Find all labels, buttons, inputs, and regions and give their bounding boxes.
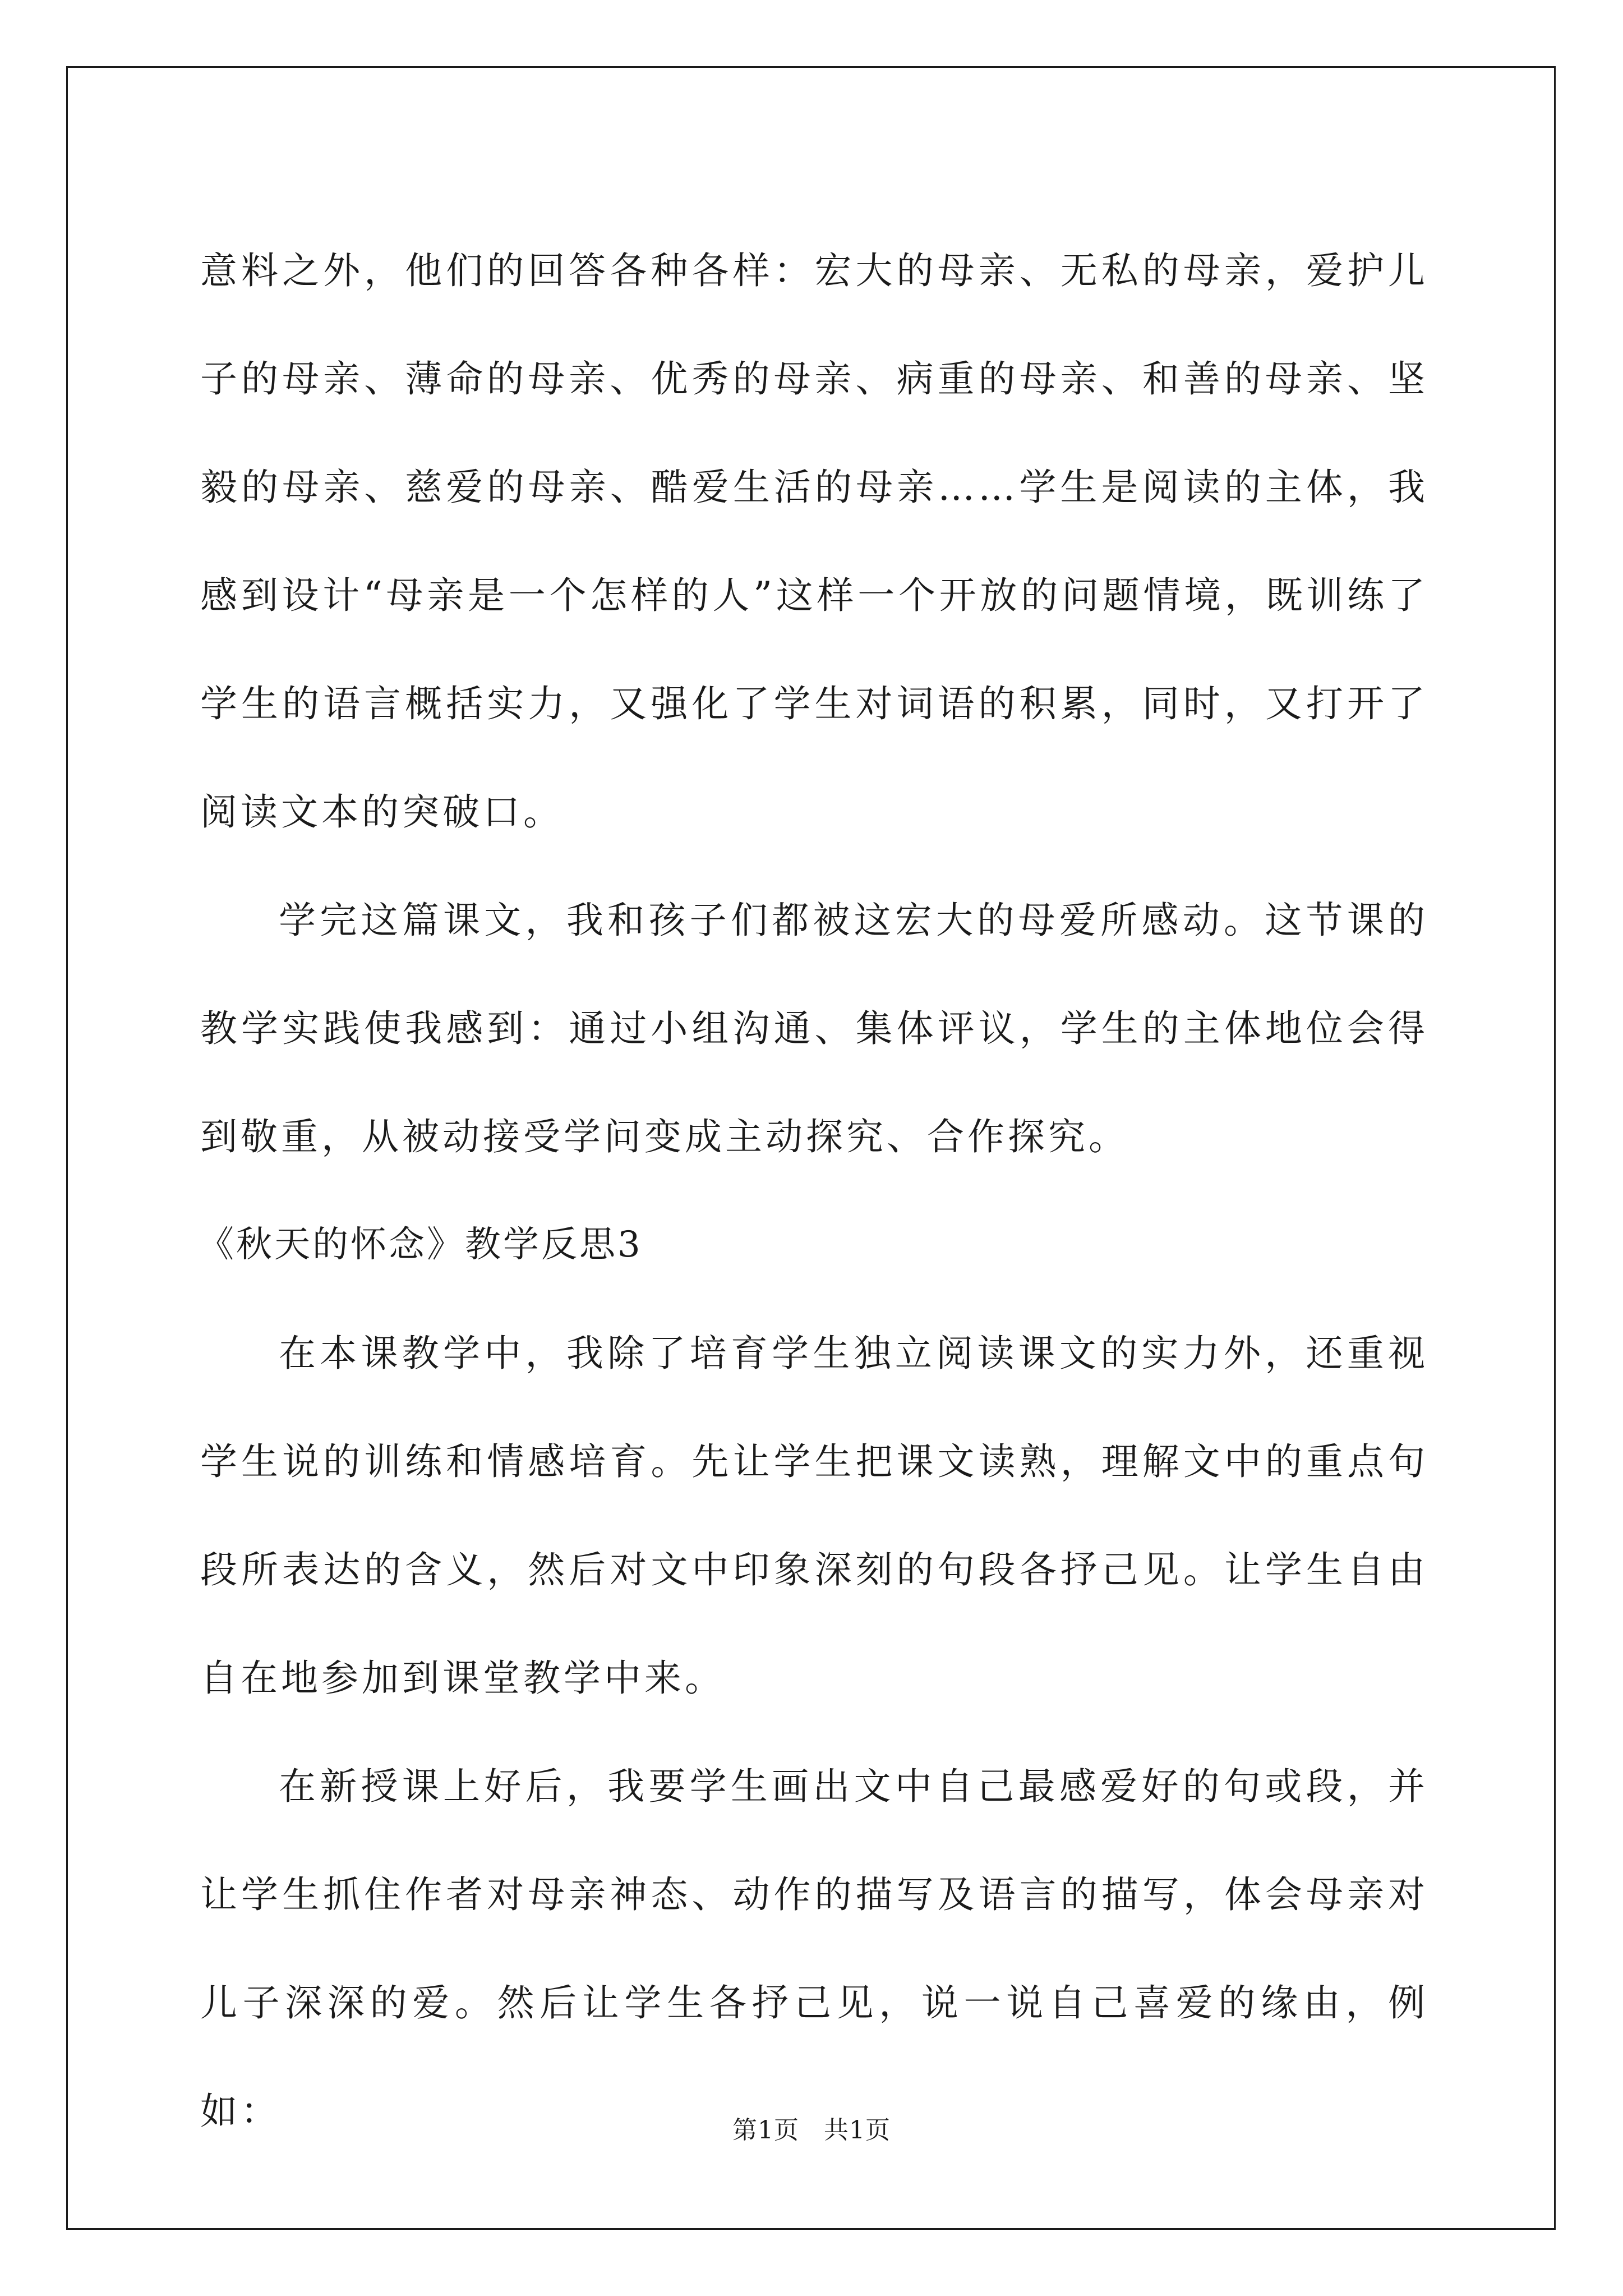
section-title: 《秋天的怀念》教学反思3	[198, 1224, 643, 1266]
paragraph-1: 意料之外，他们的回答各种各样：宏大的母亲、无私的母亲，爱护儿子的母亲、薄命的母亲、优秀的母亲、病重的母亲、和善的母亲、坚毅的母亲、慈爱的母亲、酷爱生活的母亲……学生是阅读的主体，我感到设计“母亲是一个怎样的人”这样一个开放的问题情境，既训练了学生的语言概括实力，又强化了学生对词语的积累，同时，又打开了阅读文本的突破口。	[200, 249, 1428, 834]
page-number: 第1页	[732, 2116, 799, 2145]
paragraph-3: 在本课教学中，我除了培育学生独立阅读课文的实力外，还重视学生说的训练和情感培育。先让学生把课文读熟，理解文中的重点句段所表达的含义，然后对文中印象深刻的句段各抒己见。让学生自由自在地参加到课堂教学中来。	[200, 1332, 1428, 1700]
document-body	[200, 217, 1428, 2165]
page-total: 共1页	[824, 2116, 891, 2145]
paragraph-4: 在新授课上好后，我要学生画出文中自己最感爱好的句或段，并让学生抓住作者对母亲神态、动作的描写及语言的描写，体会母亲对儿子深深的爱。然后让学生各抒己见，说一说自己喜爱的缘由，例如：	[200, 1765, 1428, 2133]
page-footer	[0, 2114, 1623, 2147]
paragraph-2: 学完这篇课文，我和孩子们都被这宏大的母爱所感动。这节课的教学实践使我感到：通过小组沟通、集体评议，学生的主体地位会得到敬重，从被动接受学问变成主动探究、合作探究。	[200, 899, 1428, 1158]
